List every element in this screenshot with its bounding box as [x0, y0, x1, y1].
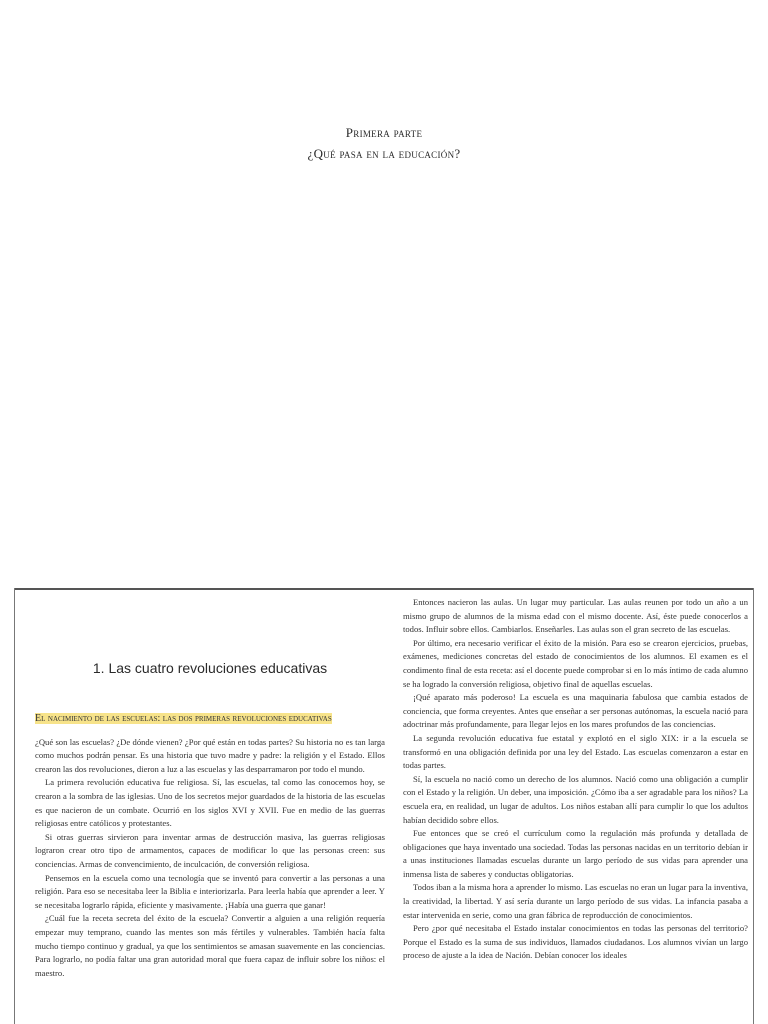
part-label: Primera parte — [345, 125, 423, 140]
part-heading — [0, 122, 768, 164]
section-title: El nacimiento de las escuelas: las dos primeras revoluciones educativas — [35, 712, 332, 724]
paragraph: Pero ¿por qué necesitaba el Estado instalar conocimientos en todas las personas del territorio? Porque el Estado es la suma de sus individuos, llamados ciudadanos. Los alumnos vivían un largo proceso de ajuste a la idea de Nación. Debían conocer los ideales — [403, 923, 748, 961]
paragraph: Entonces nacieron las aulas. Un lugar muy particular. Las aulas reunen por todo un año a un mismo grupo de alumnos de la misma edad con el mismo docente. Así, éste puede conocerlos a todos. Influir sobre ellos. Cambiarlos. Enseñarles. Las aulas son el gran secreto de las escuelas. — [403, 597, 748, 635]
paragraph: Pensemos en la escuela como una tecnología que se inventó para convertir a las personas a una religión. Para eso se necesitaba leer la Biblia e interiorizarla. Para leerla había que aprender a leer. Y se necesitaba lograrlo rápida, eficiente y masivamente. ¡Había una guerra que ganar! — [35, 872, 385, 910]
paragraph: La primera revolución educativa fue religiosa. Sí, las escuelas, tal como las conocemos hoy, se crearon a la sombra de las iglesias. Uno de los secretos mejor guardados de la historia de las escuelas es que nacieron de un combate. Ocurrió en los siglos XVI y XVII. Fue en medio de las guerras religiosas entre católicos y protestantes. — [35, 777, 385, 829]
chapter-title: 1. Las cuatro revoluciones educativas — [92, 660, 328, 676]
paragraph: Fue entonces que se creó el currículum como la regulación más profunda y detallada de obligaciones que haya inventado una sociedad. Todas las personas nacidas en un territorio debían ir a unas instituciones llamadas escuelas durante un largo período de sus vidas para aprender una inmensa lista de saberes y conductas obligatorias. — [403, 828, 748, 879]
part-title: ¿Qué pasa en la educación? — [307, 146, 461, 161]
paragraph: Si otras guerras sirvieron para inventar armas de destrucción masiva, las guerras religiosas lograron crear otro tipo de armamentos, capaces de modificar lo que las personas creen: sus conciencias. Armas de convencimiento, de inculcación, de conversión religiosa. — [35, 831, 385, 869]
lower-page — [15, 590, 753, 1024]
left-column — [35, 590, 385, 980]
paragraph: ¡Qué aparato más poderoso! La escuela es una maquinaria fabulosa que cambia estados de conciencia, que forma creyentes. Antes que enseñar a ser personas autónomas, la escuela nació para adoctrinar más profundamente, para llegar lejos en los mares profundos de las conciencias. — [403, 692, 748, 730]
right-column — [403, 596, 748, 963]
paragraph: Todos iban a la misma hora a aprender lo mismo. Las escuelas no eran un lugar para la inventiva, la creatividad, la libertad. Y así sería durante un largo período de sus vidas. La infancia pasaba a estar intervenida en serie, como una gran fábrica de reproducción de conocimientos. — [403, 882, 748, 920]
page-edge-right — [753, 588, 754, 1024]
paragraph: ¿Qué son las escuelas? ¿De dónde vienen? ¿Por qué están en todas partes? Su historia no es tan larga como muchos podrán pensar. Es una historia que tuvo madre y padre: la religión y el Estado. Ellos crearon las dos revoluciones, dieron a luz a las escuelas y las desparramaron por todo el mundo. — [35, 736, 385, 774]
paragraph: Sí, la escuela no nació como un derecho de los alumnos. Nació como una obligación a cumplir con el Estado y la religión. Un deber, una imposición. ¿Cómo iba a ser agradable para los niños? La escuela era, en realidad, un lugar de adultos. Los niños estaban allí para cumplir lo que los adultos habían decidido sobre ellos. — [403, 773, 748, 825]
paragraph: ¿Cuál fue la receta secreta del éxito de la escuela? Convertir a alguien a una religión requería empezar muy temprano, cuando las mentes son más fértiles y vulnerables. También hacía falta mucho tiempo continuo y gradual, ya que los sentimientos se amasan suavemente en las conciencias. Para lograrlo, no podía faltar una gran autoridad moral que fuera capaz de influir sobre los niños: el maestro. — [35, 913, 385, 978]
paragraph: Por último, era necesario verificar el éxito de la misión. Para eso se crearon ejercicios, pruebas, exámenes, mediciones concretas del estado de conocimientos de los alumnos. El examen es el condimento final de esta receta: así el docente puede comprobar si en lo más íntimo de cada alumno se ha logrado la conversión religiosa, objetivo final de aquellas escuelas. — [403, 637, 748, 689]
paragraph: La segunda revolución educativa fue estatal y explotó en el siglo XIX: ir a la escuela se transformó en una obligación definida por una ley del Estado. Las escuelas comenzaron a estar en todas partes. — [403, 732, 748, 771]
